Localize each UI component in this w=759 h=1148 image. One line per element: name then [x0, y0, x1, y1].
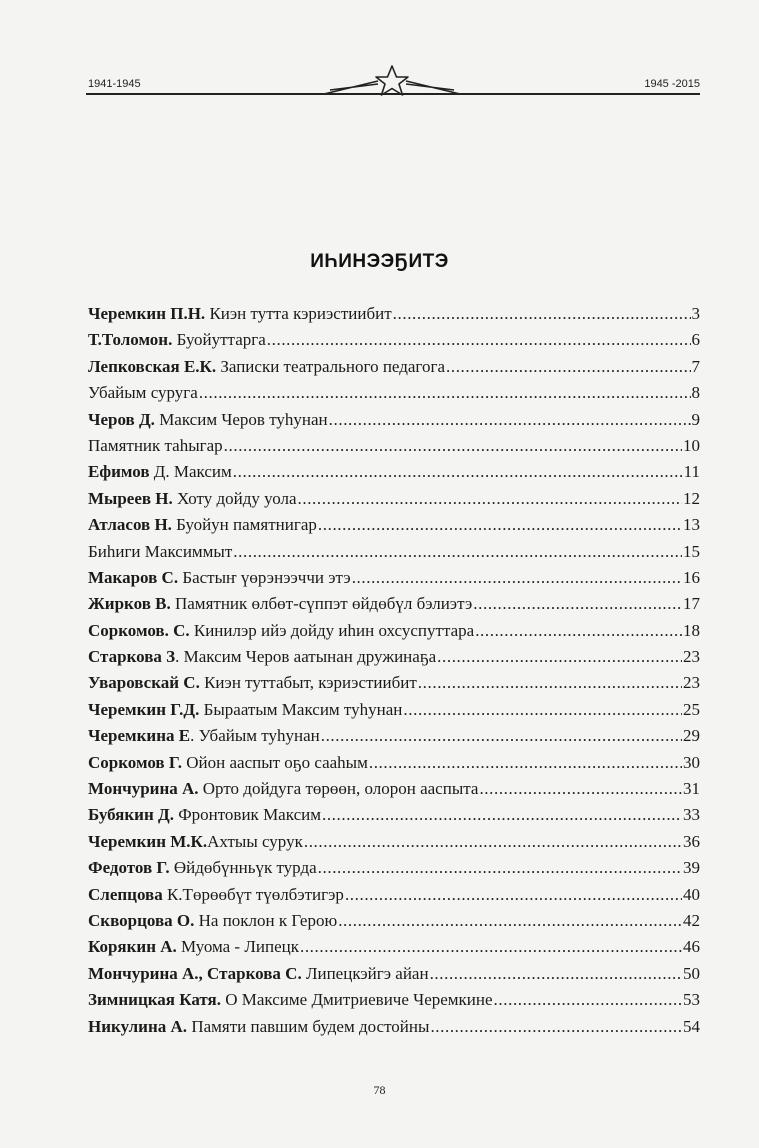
toc-entry: [88, 908, 700, 934]
toc-entry-page: 17: [683, 594, 700, 614]
toc-entry-author: Мыреев Н.: [88, 488, 173, 508]
toc-entry-author: Мончурина А., Старкова С.: [88, 963, 302, 983]
toc-entry-page: 40: [683, 884, 700, 904]
toc-entry: [88, 670, 700, 696]
toc-entry-author: Федотов Г.: [88, 858, 170, 878]
toc-entry-page: 15: [683, 541, 700, 561]
toc-dot-leader: [437, 644, 682, 670]
toc-dot-leader: [224, 433, 682, 459]
toc-entry-title: Кинилэр ийэ дойду иһин охсуспуттара: [189, 620, 475, 640]
toc-entry-page: 9: [691, 409, 700, 429]
toc-entry-author: Старкова З: [88, 647, 176, 667]
toc-entry-page: 50: [683, 963, 700, 983]
toc-dot-leader: [403, 697, 682, 723]
toc-entry: [88, 934, 700, 960]
header-left-years: 1941-1945: [88, 78, 141, 90]
toc-entry: [88, 987, 700, 1013]
toc-entry-author: Черемкина Е: [88, 726, 191, 746]
toc-entry: [88, 697, 700, 723]
toc-dot-leader: [267, 327, 691, 353]
toc-entry-author: Соркомов Г.: [88, 752, 182, 772]
toc-entry: [88, 565, 700, 591]
toc-entry-title: Өйдөбүнньүк турда: [169, 858, 317, 878]
toc-entry-page: 11: [683, 462, 700, 482]
toc-entry-title: Буойун памятнигар: [171, 515, 317, 535]
toc-entry: [88, 301, 700, 327]
toc-entry: [88, 407, 700, 433]
toc-entry-title: Бастыҥ үөрэнээччи этэ: [178, 567, 351, 587]
toc-entry-title: Ахтыы сурук: [207, 831, 303, 851]
toc-dot-leader: [298, 486, 683, 512]
toc-dot-leader: [304, 829, 682, 855]
toc-dot-leader: [300, 934, 682, 960]
toc-entry: [88, 380, 700, 406]
table-of-contents: [88, 301, 700, 1040]
toc-entry-author: Соркомов. С.: [88, 620, 190, 640]
toc-entry-page: 8: [691, 383, 700, 403]
running-header: [86, 72, 700, 96]
toc-dot-leader: [494, 987, 682, 1013]
toc-dot-leader: [479, 776, 682, 802]
toc-entry-author: Бубякин Д.: [88, 805, 174, 825]
toc-entry-title: Фронтовик Максим: [173, 805, 321, 825]
toc-entry-title: Памяти павшим будем достойны: [187, 1016, 430, 1036]
toc-entry-page: 39: [683, 858, 700, 878]
toc-entry-title: Памятник өлбөт-сүппэт өйдөбүл бэлиэтэ: [170, 594, 473, 614]
toc-entry-title: Буойуттарга: [172, 330, 266, 350]
toc-entry: [88, 882, 700, 908]
toc-entry-title: О Максиме Дмитриевиче Черемкине: [220, 990, 493, 1010]
toc-entry-page: 42: [683, 910, 700, 930]
toc-entry-title: Липецкэйгэ айан: [301, 963, 429, 983]
toc-entry-page: 33: [683, 805, 700, 825]
toc-entry-title: На поклон к Герою: [194, 910, 338, 930]
toc-entry-title: Орто дойдуга төрөөн, олорон ааспыта: [198, 779, 479, 799]
toc-entry-author: Макаров С.: [88, 567, 179, 587]
toc-dot-leader: [473, 591, 682, 617]
toc-entry-page: 53: [683, 990, 700, 1010]
toc-entry-title: Максим Черов туһунан: [154, 409, 328, 429]
toc-entry-author: Черемкин Г.Д.: [88, 699, 200, 719]
toc-entry-page: 31: [683, 779, 700, 799]
toc-entry-author: Корякин А.: [88, 937, 177, 957]
toc-dot-leader: [475, 618, 682, 644]
toc-entry-author: Атласов Н.: [88, 515, 172, 535]
toc-dot-leader: [352, 565, 682, 591]
toc-entry: [88, 776, 700, 802]
toc-entry: [88, 723, 700, 749]
toc-entry-title: Муома - Липецк: [176, 937, 299, 957]
toc-dot-leader: [418, 670, 682, 696]
header-rule: [86, 93, 700, 95]
toc-entry-title: . Максим Черов аатынан дружинаҕа: [175, 647, 437, 667]
toc-entry-title: Ойон ааспыт оҕо сааһым: [182, 752, 368, 772]
toc-entry-page: 10: [683, 435, 700, 455]
toc-dot-leader: [329, 407, 691, 433]
toc-dot-leader: [233, 539, 682, 565]
toc-entry: [88, 433, 700, 459]
toc-dot-leader: [430, 1014, 682, 1040]
toc-entry: [88, 591, 700, 617]
toc-dot-leader: [199, 380, 691, 406]
toc-dot-leader: [369, 750, 682, 776]
toc-entry-page: 29: [683, 726, 700, 746]
toc-entry-page: 23: [683, 647, 700, 667]
toc-entry: [88, 750, 700, 776]
toc-entry-author: Жирков В.: [88, 594, 171, 614]
toc-entry: [88, 459, 700, 485]
toc-entry-page: 12: [683, 488, 700, 508]
toc-dot-leader: [321, 723, 682, 749]
toc-entry: [88, 829, 700, 855]
toc-entry-page: 6: [691, 330, 700, 350]
toc-dot-leader: [446, 354, 691, 380]
toc-entry-author: Черов Д.: [88, 409, 155, 429]
toc-entry-author: Слепцова: [88, 884, 163, 904]
toc-entry-title: Киэн тутта кэриэстиибит: [205, 304, 392, 323]
toc-entry-author: Уваровскай С.: [88, 673, 200, 693]
toc-entry-page: 7: [691, 356, 700, 376]
toc-dot-leader: [318, 512, 682, 538]
toc-entry-title: Памятник таһыгар: [88, 435, 223, 455]
toc-entry: [88, 961, 700, 987]
toc-entry-page: 18: [683, 620, 700, 640]
toc-entry-title: Хоту дойду уола: [172, 488, 297, 508]
toc-entry-title: Записки театрального педагога: [216, 356, 445, 376]
toc-entry-page: 13: [683, 515, 700, 535]
toc-entry-page: 16: [683, 567, 700, 587]
toc-dot-leader: [393, 301, 691, 327]
toc-dot-leader: [345, 882, 682, 908]
toc-entry-page: 23: [683, 673, 700, 693]
toc-entry-page: 54: [683, 1016, 700, 1036]
toc-entry-author: Черемкин М.К.: [88, 831, 208, 851]
toc-entry-author: Ефимов: [88, 462, 150, 482]
toc-entry-page: 3: [691, 304, 700, 323]
toc-entry-title: Биһиги Максиммыт: [88, 541, 233, 561]
toc-entry-title: Быраатым Максим туһунан: [199, 699, 403, 719]
toc-entry-title: Убайым суруга: [88, 383, 198, 403]
toc-entry: [88, 512, 700, 538]
toc-entry: [88, 486, 700, 512]
toc-entry: [88, 644, 700, 670]
toc-entry: [88, 539, 700, 565]
toc-entry-author: Т.Толомон.: [88, 330, 173, 350]
toc-entry: [88, 354, 700, 380]
toc-entry-title: К.Төрөөбүт түөлбэтигэр: [162, 884, 344, 904]
toc-entry-page: 46: [683, 937, 700, 957]
toc-entry-page: 30: [683, 752, 700, 772]
toc-entry-author: Лепковская Е.К.: [88, 356, 217, 376]
toc-entry-page: 25: [683, 699, 700, 719]
toc-entry: [88, 327, 700, 353]
toc-entry-author: Мончурина А.: [88, 779, 199, 799]
toc-entry: [88, 855, 700, 881]
toc-entry-author: Зимницкая Катя.: [88, 990, 221, 1010]
toc-entry-title: . Убайым туһунан: [190, 726, 320, 746]
toc-entry-title: Киэн туттабыт, кэриэстиибит: [199, 673, 417, 693]
toc-entry-title: Д. Максим: [149, 462, 232, 482]
header-right-years: 1945 -2015: [644, 78, 700, 90]
toc-dot-leader: [318, 855, 682, 881]
toc-entry-author: Никулина А.: [88, 1016, 188, 1036]
toc-entry-author: Черемкин П.Н.: [88, 304, 206, 323]
toc-entry-page: 36: [683, 831, 700, 851]
toc-dot-leader: [430, 961, 682, 987]
toc-dot-leader: [233, 459, 683, 485]
toc-dot-leader: [338, 908, 682, 934]
toc-entry: [88, 1014, 700, 1040]
toc-dot-leader: [322, 802, 682, 828]
toc-entry-author: Скворцова О.: [88, 910, 195, 930]
toc-entry: [88, 802, 700, 828]
toc-entry: [88, 618, 700, 644]
page-number: 78: [373, 1083, 386, 1097]
toc-title: ИҺИНЭЭҔИТЭ: [310, 251, 449, 272]
